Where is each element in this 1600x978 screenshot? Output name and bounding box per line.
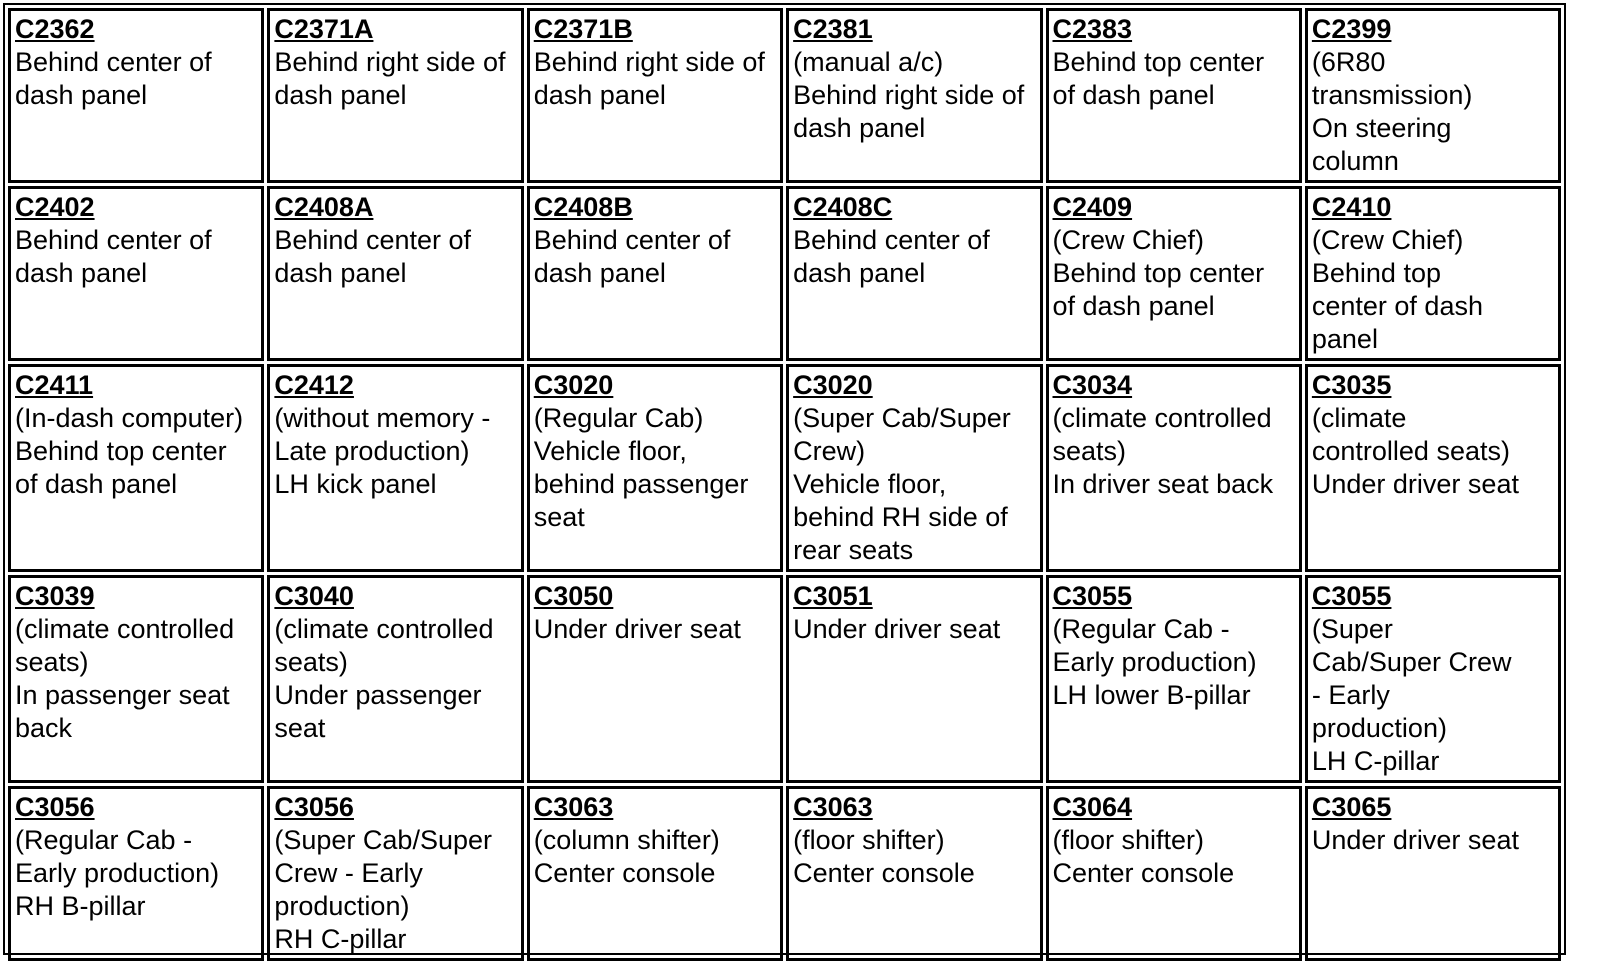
connector-location-text: of dash panel xyxy=(1052,80,1215,110)
connector-cell xyxy=(786,8,1042,183)
connector-location-text: (floor shifter) xyxy=(1052,825,1205,855)
connector-location-text: Center console xyxy=(533,858,716,888)
connector-cell xyxy=(786,364,1042,572)
connector-location-text: Behind top center xyxy=(1052,258,1265,288)
connector-id: C2408C xyxy=(793,192,893,222)
connector-cell xyxy=(1046,786,1302,961)
connector-cell xyxy=(527,575,783,783)
connector-location-text: Center console xyxy=(793,858,975,888)
connector-location-text: (In-dash computer) xyxy=(15,403,244,433)
connector-cell xyxy=(527,8,783,183)
connector-table xyxy=(5,5,1564,964)
connector-location-text: Behind top center xyxy=(1052,47,1265,77)
connector-location-text: Vehicle floor, xyxy=(533,436,687,466)
connector-id: C2409 xyxy=(1052,192,1133,222)
connector-location-text: Behind center of xyxy=(15,225,212,255)
connector-cell xyxy=(786,786,1042,961)
connector-location-grid xyxy=(3,3,1566,955)
connector-location-text: dash panel xyxy=(793,113,926,143)
connector-location-text: seats) xyxy=(15,647,89,677)
connector-cell xyxy=(1305,8,1561,183)
connector-location-text: Behind center of xyxy=(793,225,990,255)
connector-cell xyxy=(527,186,783,361)
connector-cell xyxy=(8,8,264,183)
table-row xyxy=(8,186,1561,361)
connector-cell xyxy=(786,186,1042,361)
connector-location-text: (floor shifter) xyxy=(793,825,945,855)
connector-location-text: behind passenger xyxy=(533,469,749,499)
connector-id: C3040 xyxy=(274,581,354,611)
connector-location-text: Behind center of xyxy=(533,225,731,255)
connector-location-text: (column shifter) xyxy=(533,825,720,855)
connector-location-text: - Early xyxy=(1311,680,1390,710)
connector-location-text: (Regular Cab - xyxy=(15,825,193,855)
connector-location-text: (Super Cab/Super xyxy=(274,825,492,855)
connector-location-text: Late production) xyxy=(274,436,470,466)
connector-location-text: Crew) xyxy=(793,436,866,466)
connector-cell xyxy=(8,786,264,961)
connector-id: C3063 xyxy=(793,792,873,822)
connector-location-text: (Super Cab/Super xyxy=(793,403,1011,433)
connector-cell xyxy=(267,186,523,361)
connector-location-text: (Regular Cab - xyxy=(1052,614,1230,644)
connector-cell xyxy=(1305,186,1561,361)
connector-cell xyxy=(267,364,523,572)
connector-location-text: production) xyxy=(274,891,410,921)
connector-id: C3065 xyxy=(1311,792,1392,822)
connector-id: C3034 xyxy=(1052,370,1133,400)
connector-location-text: (Crew Chief) xyxy=(1311,225,1464,255)
connector-location-text: behind RH side of xyxy=(793,502,1008,532)
connector-location-text: of dash panel xyxy=(1052,291,1215,321)
connector-location-text: RH C-pillar xyxy=(274,924,407,954)
connector-cell xyxy=(1046,364,1302,572)
connector-location-text: transmission) xyxy=(1311,80,1473,110)
connector-location-text: Behind right side of xyxy=(274,47,506,77)
connector-id: C3055 xyxy=(1052,581,1133,611)
connector-id: C2408B xyxy=(533,192,633,222)
connector-cell xyxy=(267,575,523,783)
connector-id: C2402 xyxy=(15,192,95,222)
connector-location-text: In passenger seat xyxy=(15,680,230,710)
connector-location-text: Behind top center xyxy=(15,436,227,466)
connector-location-text: seats) xyxy=(1052,436,1127,466)
connector-id: C3064 xyxy=(1052,792,1133,822)
connector-location-text: (Crew Chief) xyxy=(1052,225,1205,255)
connector-location-text: (climate xyxy=(1311,403,1407,433)
connector-location-text: (6R80 xyxy=(1311,47,1386,77)
table-row xyxy=(8,786,1561,961)
connector-location-text: RH B-pillar xyxy=(15,891,146,921)
connector-id: C3055 xyxy=(1311,581,1392,611)
connector-location-text: panel xyxy=(1311,324,1378,354)
connector-location-text: dash panel xyxy=(533,80,666,110)
connector-location-text: LH kick panel xyxy=(274,469,437,499)
connector-id: C2410 xyxy=(1311,192,1392,222)
connector-location-text: Under driver seat xyxy=(1311,469,1519,499)
connector-location-text: On steering xyxy=(1311,113,1452,143)
connector-location-text: seat xyxy=(533,502,585,532)
connector-cell xyxy=(1046,8,1302,183)
connector-cell xyxy=(1305,364,1561,572)
connector-location-text: Early production) xyxy=(15,858,220,888)
connector-location-text: Center console xyxy=(1052,858,1235,888)
connector-location-text: Behind right side of xyxy=(533,47,765,77)
connector-id: C3056 xyxy=(274,792,354,822)
connector-location-text: of dash panel xyxy=(15,469,178,499)
connector-location-text: dash panel xyxy=(274,80,407,110)
connector-id: C2371B xyxy=(533,14,633,44)
connector-location-text: Behind center of xyxy=(274,225,472,255)
connector-cell xyxy=(527,786,783,961)
connector-id: C2383 xyxy=(1052,14,1133,44)
connector-cell xyxy=(1305,575,1561,783)
connector-id: C3020 xyxy=(533,370,614,400)
connector-cell xyxy=(527,364,783,572)
connector-id: C3051 xyxy=(793,581,873,611)
connector-cell xyxy=(8,575,264,783)
connector-cell xyxy=(267,786,523,961)
connector-location-text: dash panel xyxy=(274,258,407,288)
table-row xyxy=(8,8,1561,183)
connector-location-text: Behind center of xyxy=(15,47,212,77)
connector-id: C3020 xyxy=(793,370,873,400)
connector-location-text: seat xyxy=(274,713,326,743)
connector-cell xyxy=(786,575,1042,783)
connector-table-body xyxy=(8,8,1561,961)
connector-location-text: Under driver seat xyxy=(793,614,1001,644)
connector-location-text: Under passenger xyxy=(274,680,482,710)
connector-location-text: (climate controlled xyxy=(15,614,235,644)
connector-id: C2381 xyxy=(793,14,873,44)
connector-id: C2412 xyxy=(274,370,354,400)
connector-cell xyxy=(8,186,264,361)
connector-location-text: Early production) xyxy=(1052,647,1257,677)
connector-id: C2371A xyxy=(274,14,374,44)
connector-location-text: (climate controlled xyxy=(1052,403,1272,433)
connector-id: C2411 xyxy=(15,370,94,400)
table-row xyxy=(8,575,1561,783)
connector-cell xyxy=(1305,786,1561,961)
connector-location-text: seats) xyxy=(274,647,348,677)
connector-location-text: Behind top xyxy=(1311,258,1441,288)
connector-id: C3056 xyxy=(15,792,95,822)
connector-id: C2362 xyxy=(15,14,95,44)
connector-cell xyxy=(1046,575,1302,783)
connector-id: C3035 xyxy=(1311,370,1392,400)
connector-location-text: center of dash xyxy=(1311,291,1483,321)
table-row xyxy=(8,364,1561,572)
connector-cell xyxy=(8,364,264,572)
connector-location-text: Behind right side of xyxy=(793,80,1025,110)
connector-id: C3063 xyxy=(533,792,614,822)
connector-location-text: dash panel xyxy=(15,258,148,288)
connector-id: C2408A xyxy=(274,192,374,222)
connector-location-text: Crew - Early xyxy=(274,858,423,888)
connector-location-text: Under driver seat xyxy=(1311,825,1519,855)
connector-location-text: (Regular Cab) xyxy=(533,403,704,433)
connector-location-text: Vehicle floor, xyxy=(793,469,947,499)
connector-location-text: controlled seats) xyxy=(1311,436,1510,466)
connector-location-text: (Super xyxy=(1311,614,1393,644)
connector-location-text: Under driver seat xyxy=(533,614,741,644)
connector-id: C2399 xyxy=(1311,14,1392,44)
connector-location-text: dash panel xyxy=(793,258,926,288)
connector-cell xyxy=(1046,186,1302,361)
connector-cell xyxy=(267,8,523,183)
connector-location-text: rear seats xyxy=(793,535,914,565)
connector-location-text: production) xyxy=(1311,713,1447,743)
connector-location-text: dash panel xyxy=(533,258,666,288)
connector-location-text: (climate controlled xyxy=(274,614,494,644)
connector-location-text: Cab/Super Crew xyxy=(1311,647,1512,677)
connector-location-text: LH C-pillar xyxy=(1311,746,1440,776)
connector-location-text: (manual a/c) xyxy=(793,47,944,77)
connector-location-text: back xyxy=(15,713,73,743)
connector-location-text: In driver seat back xyxy=(1052,469,1274,499)
connector-location-text: dash panel xyxy=(15,80,148,110)
connector-location-text: LH lower B-pillar xyxy=(1052,680,1251,710)
connector-id: C3050 xyxy=(533,581,614,611)
connector-location-text: (without memory - xyxy=(274,403,491,433)
connector-id: C3039 xyxy=(15,581,95,611)
connector-location-text: column xyxy=(1311,146,1399,176)
